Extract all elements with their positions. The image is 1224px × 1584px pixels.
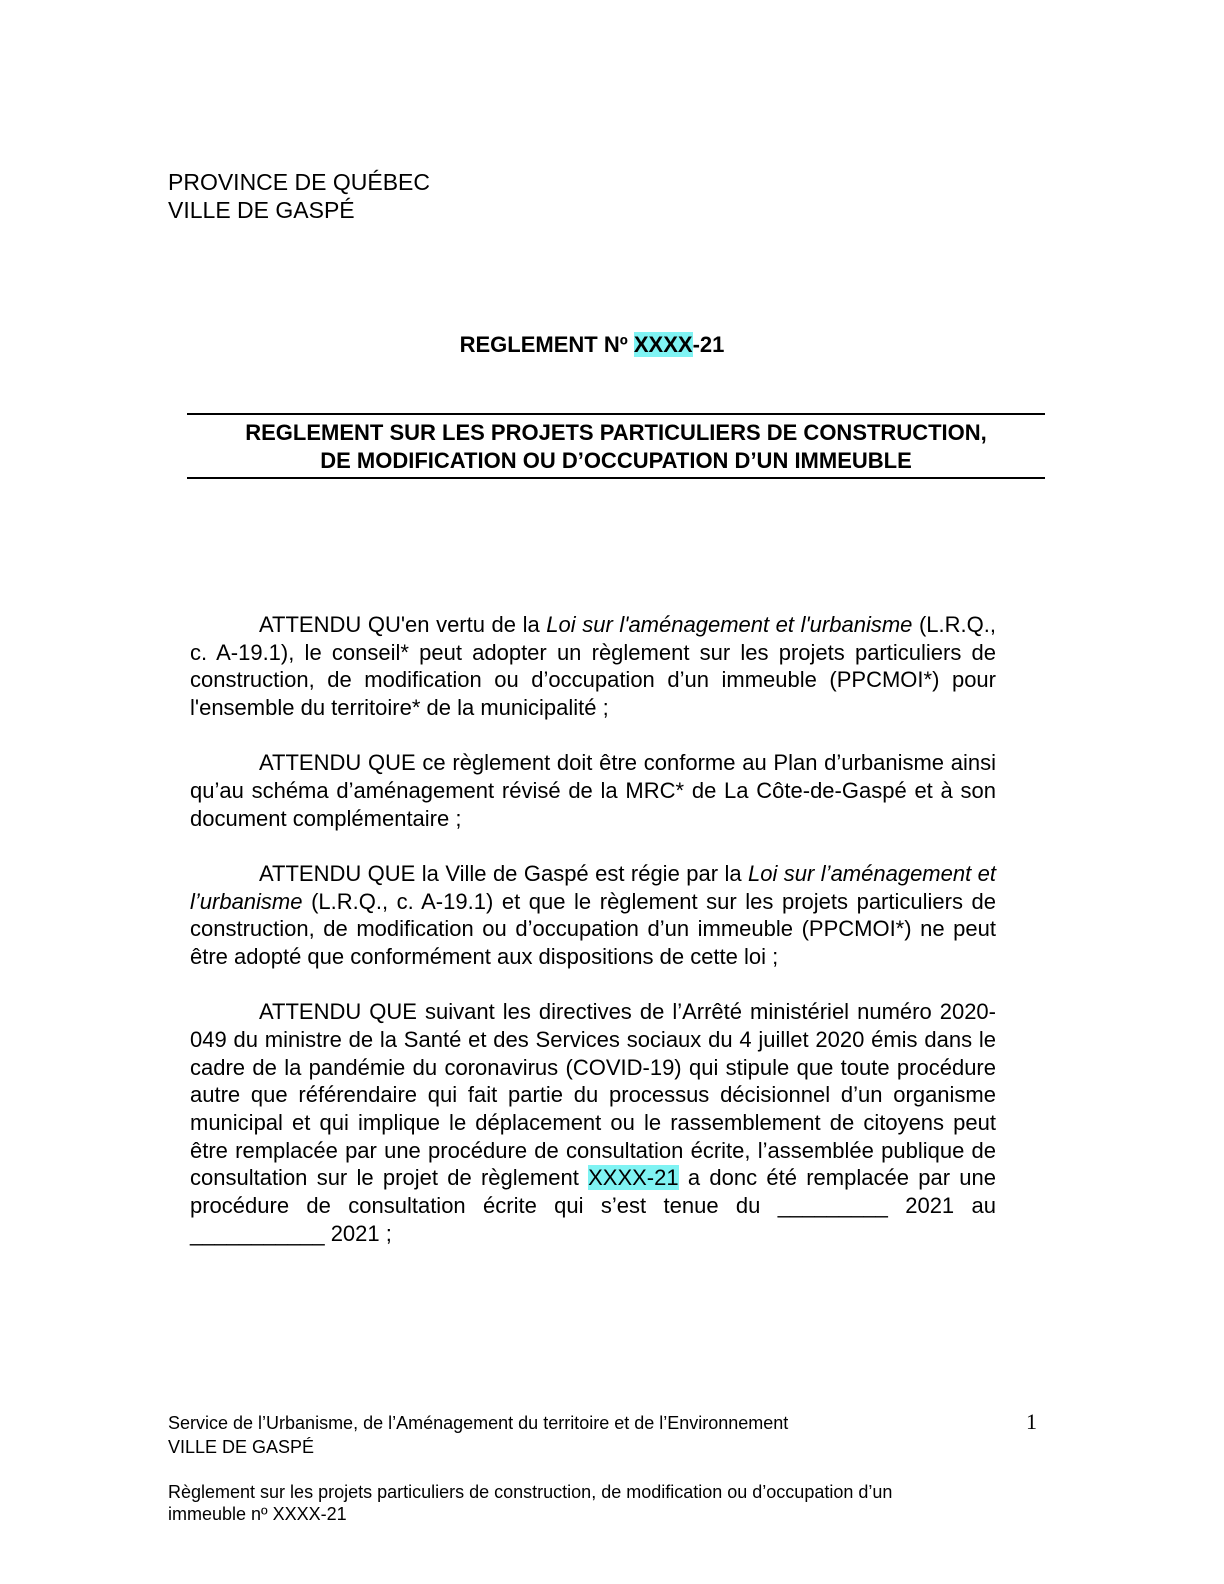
preamble [190, 611, 996, 1275]
preamble-paragraph-2: ATTENDU QUE ce règlement doit être conforme au Plan d’urbanisme ainsi qu’au schéma d’aménagement révisé de la MRC* de La Côte-de-Gaspé et à son document complémentaire ; [190, 750, 996, 831]
footer-service-name: Service de l’Urbanisme, de l’Aménagement du territoire et de l’Environnement [168, 1413, 789, 1433]
regulation-subject [187, 413, 1045, 479]
header-block [168, 168, 430, 224]
p3-text-a: ATTENDU QUE la Ville de Gaspé est régie par la [259, 860, 749, 886]
footer-doc-line-2: immeuble nº XXXX-21 [168, 1504, 347, 1524]
preamble-paragraph-3 [190, 860, 996, 971]
p4-text-b: a donc été remplacée par une procédure de consultation écrite qui s’est tenue du _________ 2021 au ___________ 2021 ; [190, 1165, 996, 1246]
regulation-title-suffix: -21 [692, 332, 725, 357]
p1-text-b: (L.R.Q., c. A-19.1), le conseil* peut adopter un règlement sur les projets particuliers de construction, de modification ou d’occupation d’un immeuble (PPCMOI*) pour l'ensemble du territoire* de la municipalité ; [190, 612, 996, 721]
footer-service [168, 1411, 788, 1459]
regulation-title-prefix: REGLEMENT Nº [459, 332, 634, 357]
footer-doc-line-1: Règlement sur les projets particuliers de construction, de modification ou d’occupation d’un [168, 1482, 893, 1502]
p1-text-a: ATTENDU QU'en vertu de la [259, 612, 547, 637]
subject-line-2: DE MODIFICATION OU D’OCCUPATION D’UN IMMEUBLE [320, 448, 912, 473]
regulation-title [0, 332, 1184, 358]
p1-law-title: Loi sur l'aménagement et l'urbanisme [546, 612, 913, 637]
preamble-paragraph-4 [190, 998, 996, 1247]
preamble-paragraph-1 [190, 611, 996, 722]
footer-city: VILLE DE GASPÉ [168, 1437, 315, 1457]
p4-highlight-number: XXXX-21 [588, 1165, 679, 1191]
subject-line-1: REGLEMENT SUR LES PROJETS PARTICULIERS DE CONSTRUCTION, [245, 420, 987, 445]
city-label: VILLE DE GASPÉ [168, 197, 355, 223]
p3-law-title: Loi sur l’aménagement et l’urbanisme [190, 860, 996, 914]
regulation-number-placeholder: XXXX [633, 332, 693, 357]
p4-text-a: ATTENDU QUE suivant les directives de l’Arrêté ministériel numéro 2020-049 du ministre de la Santé et des Services sociaux du 4 juillet 2020 émis dans le cadre de la pandémie du coronavirus (COVID-19) qui stipule que toute procédure autre que référendaire qui fait partie du processus décisionnel d’un organisme municipal et qui implique le déplacement ou le rassemblement de citoyens peut être remplacée par une procédure de consultation écrite, l’assemblée publique de consultation sur le projet de règlement [190, 999, 996, 1191]
province-label: PROVINCE DE QUÉBEC [168, 169, 430, 195]
p3-text-b: (L.R.Q., c. A-19.1) et que le règlement sur les projets particuliers de construction, de modification ou d’occupation d’un immeuble (PPCMOI*) ne peut être adopté que conformément aux dispositions de cette loi ; [190, 888, 996, 970]
page-number: 1 [1026, 1409, 1037, 1434]
footer-document-title [168, 1481, 892, 1525]
